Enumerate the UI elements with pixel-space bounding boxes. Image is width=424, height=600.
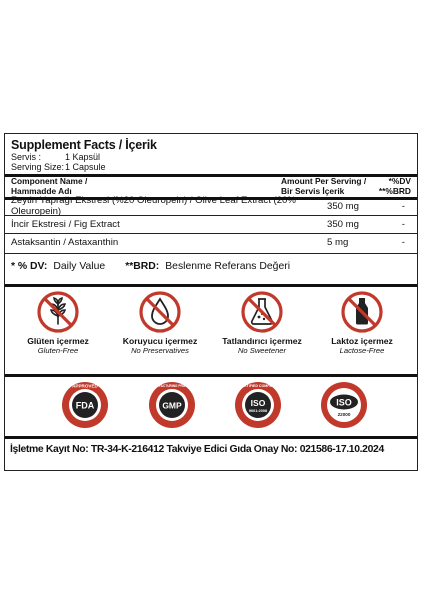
servis-value: 1 Kapsül xyxy=(65,152,101,162)
icon-sub: No Preservatives xyxy=(131,346,189,355)
no-preservatives-item xyxy=(115,290,205,355)
icon-sub: No Sweetener xyxy=(237,346,287,355)
legend-dv-value: Daily Value xyxy=(53,261,106,272)
table-row xyxy=(11,217,411,231)
iso-22000-icon xyxy=(319,380,369,430)
column-header-dv-line2: **%BRD xyxy=(378,185,411,196)
supplement-facts-panel xyxy=(4,133,418,471)
column-header-component-line1: Component Name / xyxy=(11,176,88,186)
iso9001-ring-text: CERTIFIED COMPANY xyxy=(238,384,278,389)
column-header-amount-line2: Bir Servis İçerik xyxy=(281,185,345,196)
serving-size-row xyxy=(11,162,157,172)
iso-9001-icon xyxy=(233,380,283,430)
row-dv: - xyxy=(401,218,405,230)
fda-approved-icon xyxy=(60,380,110,430)
icon-label: Koruyucu içermez xyxy=(122,336,198,346)
legend-dv-key: * % DV: xyxy=(11,261,48,272)
row-name: İncir Ekstresi / Fig Extract xyxy=(11,218,120,230)
serving-size-value: 1 Capsule xyxy=(65,162,106,172)
row-dv: - xyxy=(401,236,405,248)
icon-label: Glüten içermez xyxy=(27,336,89,346)
servis-label: Servis : xyxy=(11,152,42,162)
free-from-icons xyxy=(5,284,417,374)
no-gluten-icon xyxy=(36,290,80,334)
legend xyxy=(11,261,290,272)
icon-sub: Gluten-Free xyxy=(37,346,79,355)
column-header-amount xyxy=(281,177,366,196)
no-sweetener-icon xyxy=(240,290,284,334)
row-amount: 5 mg xyxy=(327,236,349,248)
column-header-dv xyxy=(379,177,411,196)
table-row xyxy=(11,195,411,217)
row-dv: - xyxy=(401,200,405,212)
row-name: Astaksantin / Astaxanthin xyxy=(11,236,119,248)
no-sweetener-item xyxy=(217,290,307,355)
column-header-component-line2: Hammadde Adı xyxy=(11,185,72,196)
column-header-dv-line1: *%DV xyxy=(388,176,411,186)
legend-brd-key: **BRD: xyxy=(125,261,160,272)
registration-footer: İşletme Kayıt No: TR-34-K-216412 Takviye Edici Gıda Onay No: 021586-17.10.2024 xyxy=(10,444,384,455)
facts-header xyxy=(11,138,157,172)
icon-label: Tatlandırıcı içermez xyxy=(222,336,302,346)
table-row xyxy=(11,235,411,249)
gmp-center-text: GMP xyxy=(162,400,182,411)
row-name: Zeytin Yaprağı Ekstresi (%20 Oleuropein) / Olive Leaf Extract (20% Oleuropein) xyxy=(11,195,296,217)
legend-brd-value: Beslenme Referans Değeri xyxy=(165,261,290,272)
gluten-free-item xyxy=(13,290,103,355)
icon-sub: Lactose-Free xyxy=(339,346,385,355)
row-amount: 350 mg xyxy=(327,218,359,230)
icon-label: Laktoz içermez xyxy=(331,336,393,346)
lactose-free-item xyxy=(317,290,407,355)
fda-ring-text: APPROVED xyxy=(72,383,98,389)
gmp-icon xyxy=(147,380,197,430)
divider-thick xyxy=(5,436,417,439)
certification-badges xyxy=(5,374,417,434)
row-divider xyxy=(5,233,417,234)
column-header-amount-line1: Amount Per Serving / xyxy=(281,176,367,186)
servis-row xyxy=(11,152,157,162)
no-preservatives-icon xyxy=(138,290,182,334)
iso22000-sub-text: 22000 xyxy=(337,412,351,417)
iso9001-center-text: ISO xyxy=(250,398,266,408)
serving-size-label: Serving Size: xyxy=(11,162,65,172)
row-divider xyxy=(5,215,417,216)
fda-center-text: FDA xyxy=(75,400,95,411)
column-header-component xyxy=(11,177,87,196)
row-divider xyxy=(5,253,417,254)
no-lactose-icon xyxy=(340,290,384,334)
iso9001-sub-text: 9001:2008 xyxy=(248,409,268,413)
gmp-ring-text: MANUFACTURING PRACTICE xyxy=(149,384,195,389)
iso22000-center-text: ISO xyxy=(336,397,352,408)
facts-title: Supplement Facts / İçerik xyxy=(11,138,157,152)
row-amount: 350 mg xyxy=(327,200,359,212)
